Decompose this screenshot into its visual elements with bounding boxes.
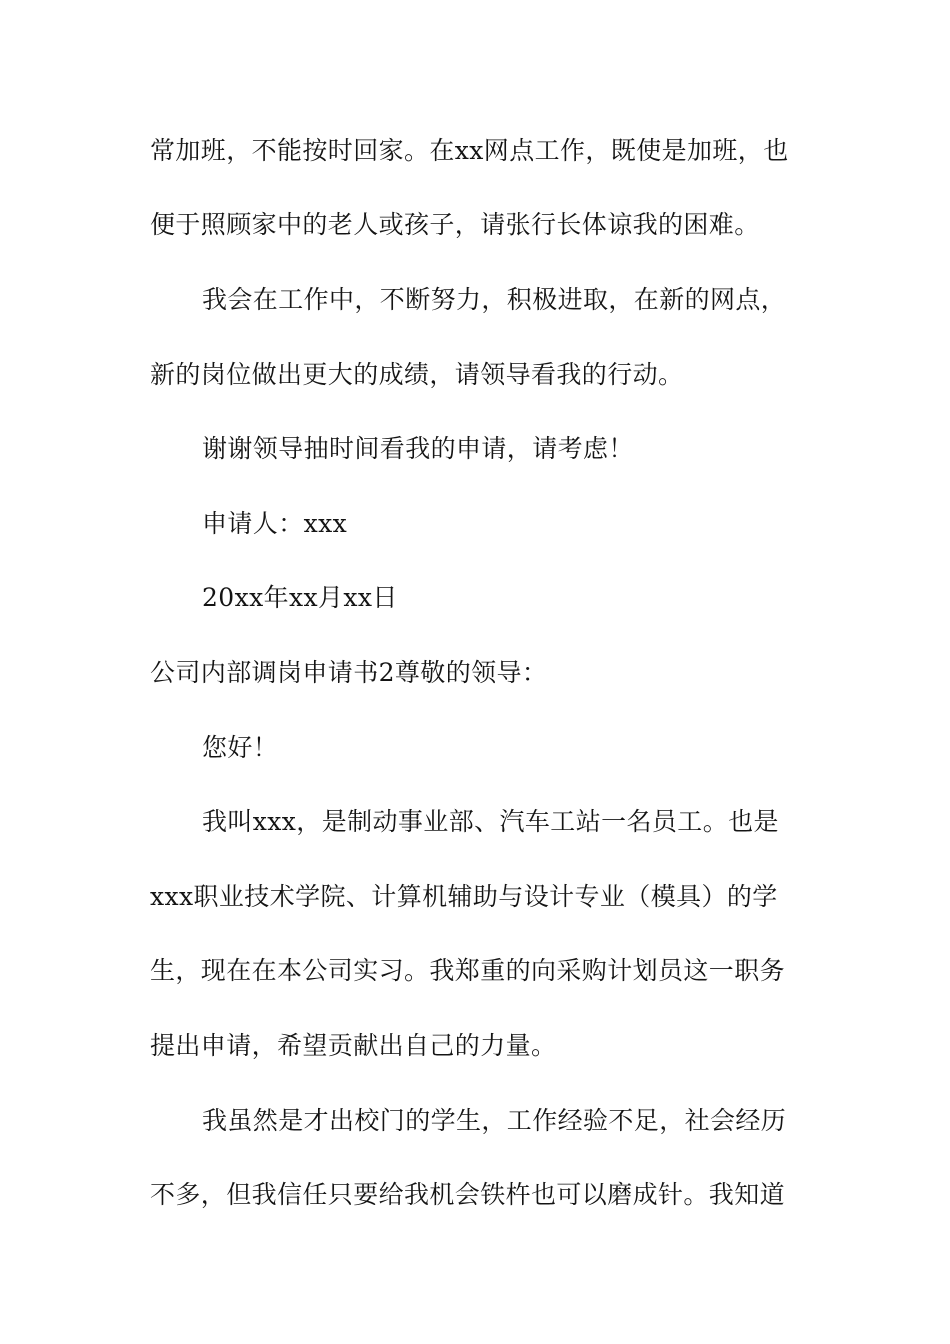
text-line: 常加班，不能按时回家。在xx网点工作，既使是加班，也 [150,136,789,165]
text-line: 提出申请，希望贡献出自己的力量。 [150,1031,557,1060]
paragraph-start-line: 我会在工作中，不断努力，积极进取，在新的网点， [202,285,787,314]
text-line: 新的岗位做出更大的成绩，请领导看我的行动。 [150,360,684,389]
section-heading-line: 公司内部调岗申请书2尊敬的领导： [150,658,548,687]
text-line: 生，现在在本公司实习。我郑重的向采购计划员这一职务 [150,956,786,985]
text-line: xxx职业技术学院、计算机辅助与设计专业（模具）的学 [150,882,778,911]
closing-thanks-line: 谢谢领导抽时间看我的申请，请考虑！ [202,434,634,463]
text-line: 便于照顾家中的老人或孩子，请张行长体谅我的困难。 [150,210,760,239]
text-line: 不多，但我信任只要给我机会铁杵也可以磨成针。我知道 [150,1180,786,1209]
greeting-line: 您好！ [202,733,279,762]
applicant-line: 申请人：xxx [202,509,348,538]
date-line: 20xx年xx月xx日 [202,583,398,612]
paragraph-start-line: 我叫xxx，是制动事业部、汽车工站一名员工。也是 [202,807,779,836]
paragraph-start-line: 我虽然是才出校门的学生，工作经验不足，社会经历 [202,1106,787,1135]
